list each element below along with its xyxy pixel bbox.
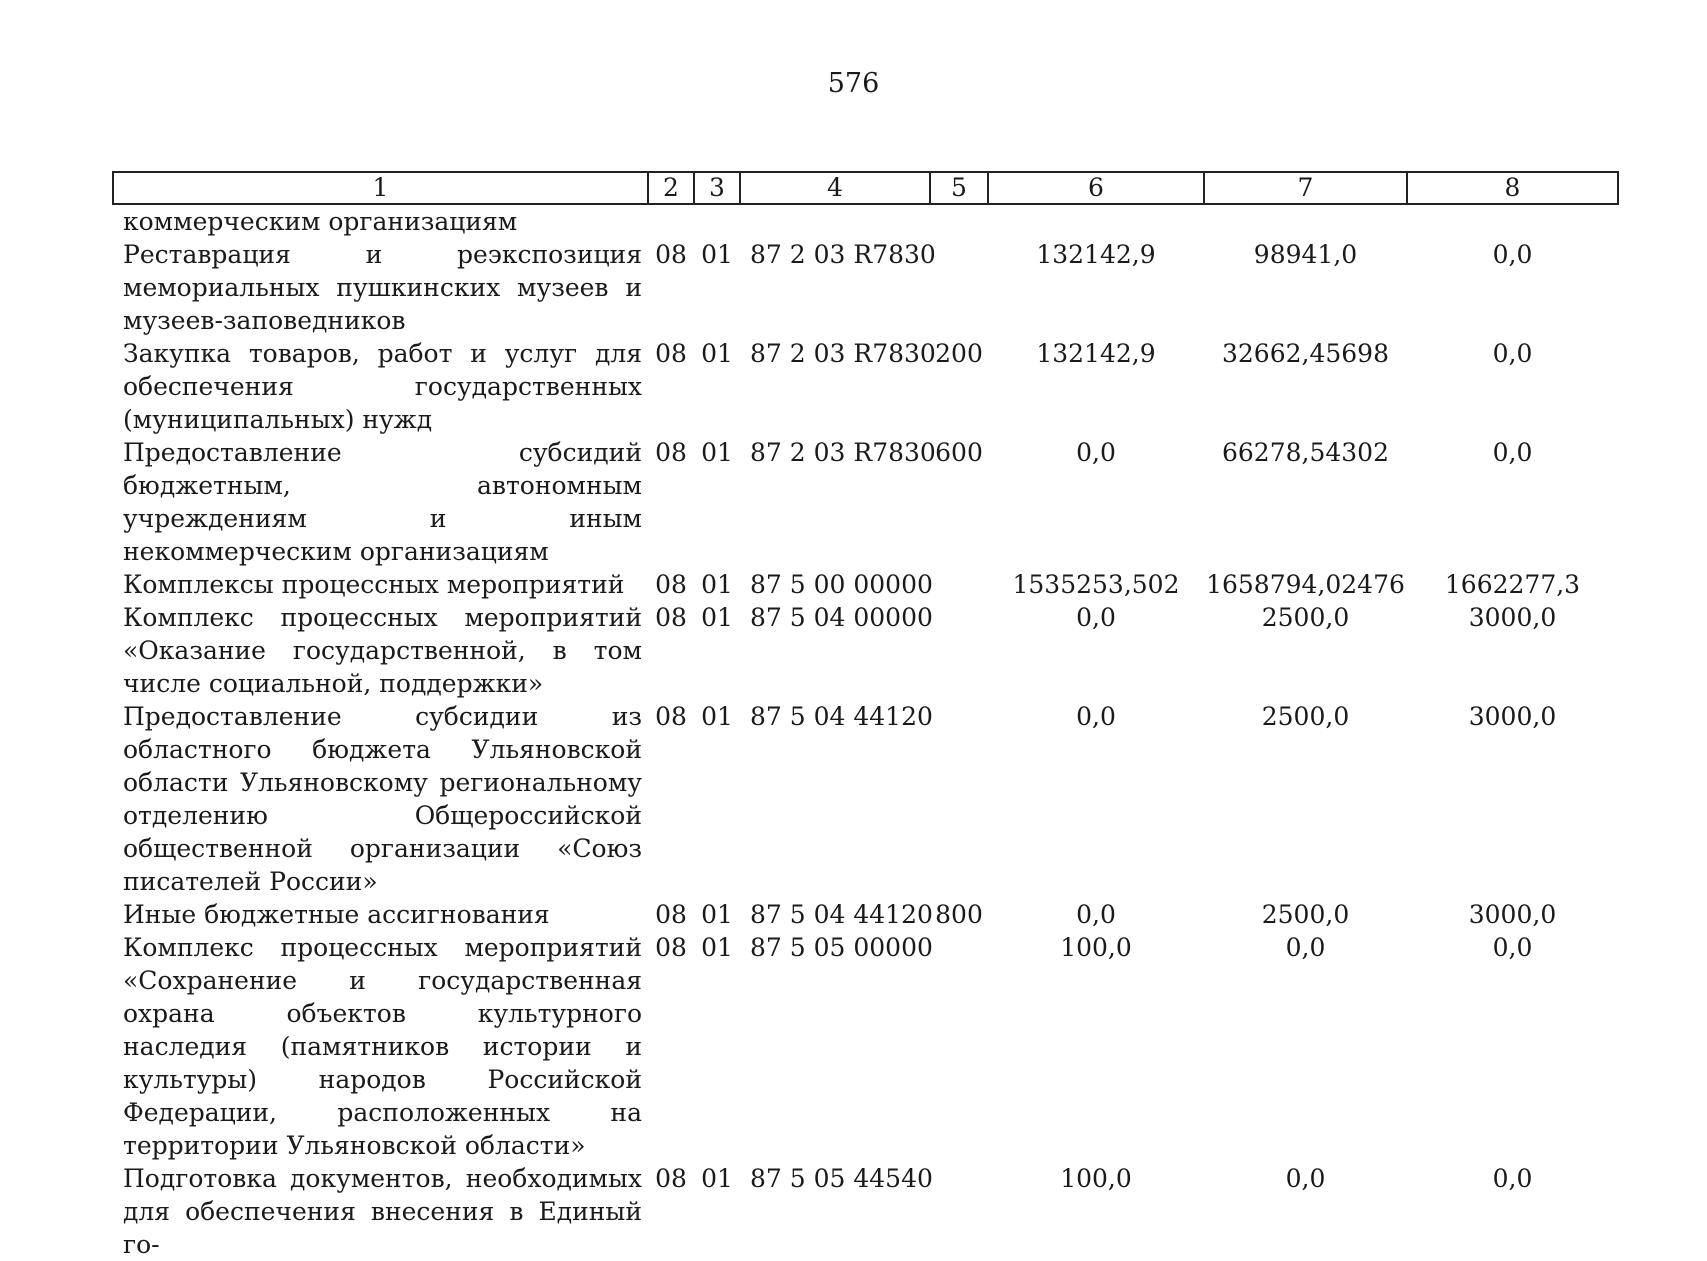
row-section: 08 — [655, 1164, 687, 1193]
row-section: 08 — [655, 933, 687, 962]
header-col-2: 2 — [648, 172, 694, 204]
row-section: 08 — [655, 339, 687, 368]
row-subsection: 01 — [701, 240, 733, 269]
row-value-7: 2500,0 — [1261, 702, 1350, 731]
row-section: 08 — [655, 570, 687, 599]
row-expense-type — [930, 238, 988, 337]
table-row — [113, 204, 1618, 238]
row-target-code: 87 5 05 44540 — [750, 1164, 933, 1193]
header-col-5: 5 — [930, 172, 988, 204]
row-expense-type — [930, 931, 988, 1162]
row-subsection: 01 — [701, 603, 733, 632]
header-col-6: 6 — [988, 172, 1204, 204]
row-section: 08 — [655, 438, 687, 467]
row-value-8: 3000,0 — [1468, 603, 1557, 632]
row-value-6: 0,0 — [1076, 438, 1116, 467]
table-row — [113, 238, 1618, 337]
row-value-7: 0,0 — [1285, 933, 1326, 962]
row-target-code: 87 5 04 00000 — [750, 603, 933, 632]
row-name: Реставрация и реэкспозиция мемориальных пушкинских музеев и музеев-заповедников — [123, 240, 642, 335]
table-row — [113, 568, 1618, 601]
row-section: 08 — [655, 900, 687, 929]
header-col-4: 4 — [740, 172, 930, 204]
header-col-1: 1 — [113, 172, 648, 204]
row-section — [648, 204, 694, 238]
row-value-7: 98941,0 — [1253, 240, 1358, 269]
budget-table — [112, 171, 1619, 1261]
row-target-code: 87 5 04 44120 — [750, 900, 933, 929]
row-value-6: 0,0 — [1076, 900, 1116, 929]
row-value-6: 1535253,502 — [1012, 570, 1180, 599]
row-value-6: 100,0 — [1060, 933, 1132, 962]
row-value-8: 0,0 — [1492, 1164, 1533, 1193]
row-subsection: 01 — [701, 438, 733, 467]
row-expense-type — [930, 700, 988, 898]
row-value-6: 132142,9 — [1036, 339, 1156, 368]
table-row — [113, 601, 1618, 700]
row-expense-type: 600 — [935, 438, 983, 467]
row-target-code: 87 5 05 00000 — [750, 933, 933, 962]
row-value-8: 0,0 — [1492, 339, 1533, 368]
header-col-8: 8 — [1407, 172, 1618, 204]
table-row — [113, 700, 1618, 898]
row-value-7: 32662,45698 — [1221, 339, 1389, 368]
row-value-8: 3000,0 — [1468, 900, 1557, 929]
row-name: Закупка товаров, работ и услуг для обеспечения государственных (муниципальных) нужд — [123, 339, 642, 434]
row-subsection: 01 — [701, 900, 733, 929]
row-value-6: 0,0 — [1076, 603, 1116, 632]
row-subsection: 01 — [701, 570, 733, 599]
row-value-8 — [1407, 204, 1618, 238]
table-row — [113, 436, 1618, 568]
table-row — [113, 931, 1618, 1162]
row-value-7: 2500,0 — [1261, 900, 1350, 929]
row-value-6 — [988, 204, 1204, 238]
row-expense-type — [930, 204, 988, 238]
row-expense-type — [930, 568, 988, 601]
row-name: Предоставление субсидий бюджетным, автономным учреждениям и иным некоммерческим организациям — [123, 438, 642, 566]
row-value-8: 0,0 — [1492, 933, 1533, 962]
row-name: Предоставление субсидии из областного бюджета Ульяновской области Ульяновскому региональному отделению Общероссийской общественной организации «Союз писателей России» — [123, 702, 642, 896]
row-value-7: 2500,0 — [1261, 603, 1350, 632]
row-subsection: 01 — [701, 339, 733, 368]
row-value-7 — [1204, 204, 1407, 238]
page-number: 576 — [827, 68, 880, 99]
row-expense-type: 200 — [935, 339, 983, 368]
row-value-8: 0,0 — [1492, 438, 1533, 467]
row-value-6: 0,0 — [1076, 702, 1116, 731]
row-section: 08 — [655, 240, 687, 269]
row-value-6: 132142,9 — [1036, 240, 1156, 269]
row-subsection: 01 — [701, 702, 733, 731]
row-subsection — [694, 204, 740, 238]
row-subsection: 01 — [701, 933, 733, 962]
row-expense-type — [930, 1162, 988, 1261]
row-name: Комплекс процессных мероприятий «Оказание государственной, в том числе социальной, поддержки» — [123, 603, 642, 698]
row-expense-type — [930, 601, 988, 700]
header-row — [113, 172, 1618, 204]
table-row — [113, 1162, 1618, 1261]
row-name: Комплексы процессных мероприятий — [123, 570, 625, 599]
header-col-7: 7 — [1204, 172, 1407, 204]
table-row — [113, 898, 1618, 931]
row-name: Иные бюджетные ассигнования — [123, 900, 550, 929]
header-col-3: 3 — [694, 172, 740, 204]
row-value-7: 0,0 — [1285, 1164, 1326, 1193]
row-target-code — [740, 204, 930, 238]
row-name: Подготовка документов, необходимых для обеспечения внесения в Единый го- — [123, 1164, 642, 1259]
row-value-7: 66278,54302 — [1221, 438, 1389, 467]
row-value-8: 3000,0 — [1468, 702, 1557, 731]
row-value-8: 0,0 — [1492, 240, 1533, 269]
row-section: 08 — [655, 603, 687, 632]
row-target-code: 87 2 03 R7830 — [750, 339, 936, 368]
row-name: Комплекс процессных мероприятий «Сохранение и государственная охрана объектов культурного наследия (памятников истории и культуры) народов Российской Федерации, расположенных на территории Ульяновской области» — [123, 933, 642, 1160]
row-name: коммерческим организациям — [123, 207, 518, 236]
row-target-code: 87 5 00 00000 — [750, 570, 933, 599]
row-section: 08 — [655, 702, 687, 731]
row-value-6: 100,0 — [1060, 1164, 1132, 1193]
row-target-code: 87 2 03 R7830 — [750, 438, 936, 467]
row-target-code: 87 2 03 R7830 — [750, 240, 936, 269]
row-value-8: 1662277,3 — [1444, 570, 1581, 599]
table-row — [113, 337, 1618, 436]
row-subsection: 01 — [701, 1164, 733, 1193]
row-expense-type: 800 — [935, 900, 983, 929]
row-value-7: 1658794,02476 — [1206, 570, 1405, 599]
row-target-code: 87 5 04 44120 — [750, 702, 933, 731]
